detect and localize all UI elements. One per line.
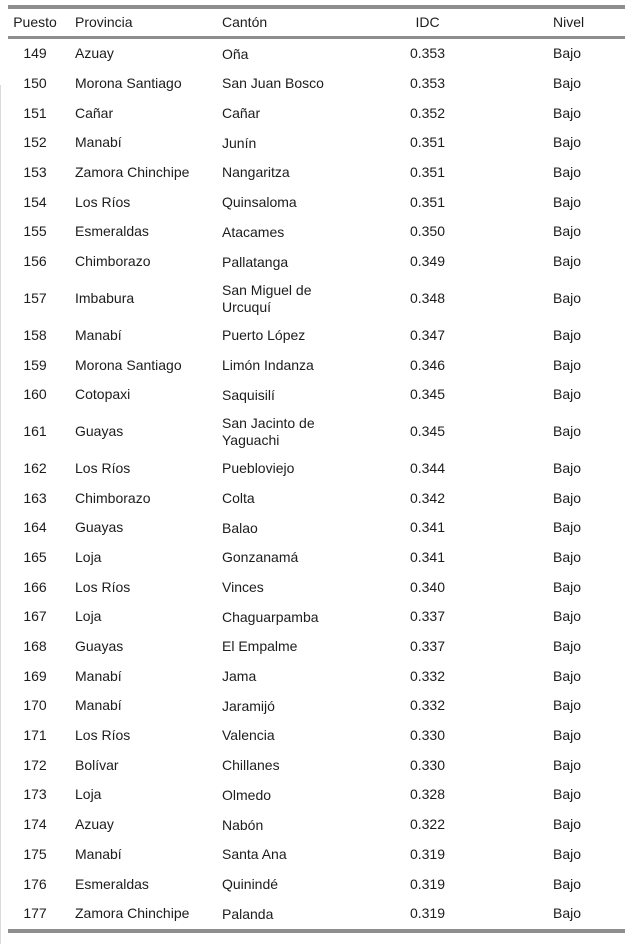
cell-puesto: 150 <box>23 75 47 92</box>
table-row <box>8 661 625 691</box>
cell-provincia: Morona Santiago <box>75 356 182 373</box>
table-header-row <box>8 9 625 39</box>
cell-nivel: Bajo <box>553 356 582 373</box>
cell-provincia: Esmeraldas <box>75 223 149 240</box>
cell-nivel: Bajo <box>553 326 582 343</box>
cell-idc: 0.345 <box>409 386 446 403</box>
table-row <box>8 69 625 99</box>
cell-idc: 0.351 <box>409 164 446 181</box>
cell-puesto: 166 <box>23 578 47 595</box>
cell-puesto: 160 <box>23 386 47 403</box>
cell-provincia: Los Ríos <box>75 578 131 595</box>
cell-idc: 0.341 <box>409 548 446 565</box>
cell-nivel: Bajo <box>553 756 582 773</box>
cell-provincia: Chimborazo <box>75 489 151 506</box>
cell-puesto: 149 <box>23 45 47 62</box>
cell-canton: San Jacinto de Yaguachi <box>222 414 315 448</box>
cell-canton: Nangaritza <box>222 164 290 181</box>
cell-nivel: Bajo <box>553 905 582 922</box>
cell-canton: Jaramijó <box>222 697 275 714</box>
cell-canton: Junín <box>222 134 257 151</box>
cell-provincia: Zamora Chinchipe <box>75 905 190 922</box>
cell-provincia: Manabí <box>75 697 122 714</box>
cell-nivel: Bajo <box>553 816 582 833</box>
table-row <box>8 350 625 380</box>
cell-canton: Santa Ana <box>222 846 287 863</box>
cell-idc: 0.344 <box>409 459 446 476</box>
cell-puesto: 167 <box>23 608 47 625</box>
cell-puesto: 161 <box>23 423 47 440</box>
cell-canton: Puerto López <box>222 327 306 344</box>
table-row <box>8 380 625 410</box>
cell-puesto: 173 <box>23 786 47 803</box>
cell-canton: Balao <box>222 519 258 536</box>
cell-nivel: Bajo <box>553 290 582 306</box>
cell-nivel: Bajo <box>553 459 582 476</box>
table-row <box>8 39 625 69</box>
cell-canton: Cañar <box>222 105 261 122</box>
cell-idc: 0.322 <box>409 816 446 833</box>
idc-ranking-table <box>8 5 625 933</box>
table-row <box>8 810 625 840</box>
column-header-provincia: Provincia <box>75 14 133 30</box>
cell-nivel: Bajo <box>553 134 582 151</box>
cell-puesto: 156 <box>23 253 47 270</box>
cell-nivel: Bajo <box>553 638 582 655</box>
cell-idc: 0.347 <box>409 326 446 343</box>
cell-canton: Puebloviejo <box>222 460 295 477</box>
cell-provincia: Morona Santiago <box>75 75 182 92</box>
cell-canton: Atacames <box>222 223 285 240</box>
cell-puesto: 168 <box>23 638 47 655</box>
cell-puesto: 154 <box>23 193 47 210</box>
cell-puesto: 162 <box>23 459 47 476</box>
cell-puesto: 175 <box>23 845 47 862</box>
cell-provincia: Zamora Chinchipe <box>75 164 190 181</box>
cell-idc: 0.340 <box>409 578 446 595</box>
cell-idc: 0.345 <box>409 423 446 440</box>
table-row <box>8 780 625 810</box>
cell-provincia: Cañar <box>75 104 114 121</box>
cell-provincia: Manabí <box>75 667 122 684</box>
cell-idc: 0.351 <box>409 134 446 151</box>
cell-idc: 0.348 <box>409 290 446 306</box>
cell-provincia: Manabí <box>75 845 122 862</box>
cell-idc: 0.337 <box>409 638 446 655</box>
cell-nivel: Bajo <box>553 104 582 121</box>
cell-nivel: Bajo <box>553 697 582 714</box>
cell-puesto: 172 <box>23 756 47 773</box>
table-row <box>8 247 625 277</box>
table-row <box>8 321 625 351</box>
cell-puesto: 170 <box>23 697 47 714</box>
table-row <box>8 750 625 780</box>
cell-puesto: 158 <box>23 326 47 343</box>
cell-provincia: Bolívar <box>75 756 119 773</box>
cell-idc: 0.319 <box>409 845 446 862</box>
cell-nivel: Bajo <box>553 45 582 62</box>
cell-puesto: 164 <box>23 519 47 536</box>
cell-canton: Quinindé <box>222 875 279 892</box>
cell-idc: 0.319 <box>409 905 446 922</box>
cell-nivel: Bajo <box>553 489 582 506</box>
cell-puesto: 165 <box>23 548 47 565</box>
cell-idc: 0.330 <box>409 756 446 773</box>
cell-nivel: Bajo <box>553 786 582 803</box>
cell-nivel: Bajo <box>553 423 582 440</box>
table-row <box>8 128 625 158</box>
cell-nivel: Bajo <box>553 875 582 892</box>
cell-provincia: Loja <box>75 608 102 625</box>
cell-canton: Jama <box>222 668 257 685</box>
column-header-idc: IDC <box>415 14 440 30</box>
cell-puesto: 155 <box>23 223 47 240</box>
table-row <box>8 513 625 543</box>
cell-provincia: Azuay <box>75 816 114 833</box>
cell-nivel: Bajo <box>553 667 582 684</box>
cell-nivel: Bajo <box>553 727 582 744</box>
cell-nivel: Bajo <box>553 75 582 92</box>
page-edge-line <box>0 85 1 944</box>
cell-provincia: Chimborazo <box>75 253 151 270</box>
cell-puesto: 159 <box>23 356 47 373</box>
cell-nivel: Bajo <box>553 578 582 595</box>
cell-idc: 0.330 <box>409 727 446 744</box>
cell-provincia: Imbabura <box>75 290 135 306</box>
cell-idc: 0.350 <box>409 223 446 240</box>
cell-idc: 0.346 <box>409 356 446 373</box>
table-body <box>8 39 625 929</box>
cell-nivel: Bajo <box>553 193 582 210</box>
table-row <box>8 572 625 602</box>
cell-canton: El Empalme <box>222 638 298 655</box>
cell-puesto: 157 <box>23 290 47 306</box>
cell-provincia: Loja <box>75 786 102 803</box>
table-row <box>8 483 625 513</box>
cell-idc: 0.351 <box>409 193 446 210</box>
table-row <box>8 632 625 662</box>
cell-canton: Gonzanamá <box>222 549 299 566</box>
cell-idc: 0.349 <box>409 253 446 270</box>
column-header-nivel: Nivel <box>553 14 585 30</box>
cell-canton: Limón Indanza <box>222 356 314 373</box>
cell-canton: Colta <box>222 489 255 506</box>
cell-provincia: Loja <box>75 548 102 565</box>
cell-nivel: Bajo <box>553 253 582 270</box>
cell-nivel: Bajo <box>553 386 582 403</box>
table-row <box>8 721 625 751</box>
table-row <box>8 840 625 870</box>
table-row <box>8 277 625 321</box>
cell-puesto: 174 <box>23 816 47 833</box>
cell-provincia: Los Ríos <box>75 193 131 210</box>
cell-provincia: Los Ríos <box>75 459 131 476</box>
cell-idc: 0.328 <box>409 786 446 803</box>
column-header-canton: Cantón <box>222 14 268 30</box>
cell-canton: Chillanes <box>222 757 280 774</box>
cell-idc: 0.337 <box>409 608 446 625</box>
cell-puesto: 153 <box>23 164 47 181</box>
table-row <box>8 899 625 929</box>
cell-provincia: Manabí <box>75 326 122 343</box>
cell-canton: Olmedo <box>222 786 272 803</box>
column-header-puesto: Puesto <box>13 14 57 30</box>
cell-puesto: 169 <box>23 667 47 684</box>
table-row <box>8 454 625 484</box>
cell-idc: 0.332 <box>409 697 446 714</box>
cell-puesto: 152 <box>23 134 47 151</box>
table-row <box>8 543 625 573</box>
cell-provincia: Manabí <box>75 134 122 151</box>
cell-provincia: Azuay <box>75 45 114 62</box>
table-row <box>8 602 625 632</box>
cell-provincia: Cotopaxi <box>75 386 131 403</box>
cell-puesto: 151 <box>23 104 47 121</box>
cell-nivel: Bajo <box>553 845 582 862</box>
cell-provincia: Guayas <box>75 519 124 536</box>
table-row <box>8 187 625 217</box>
cell-canton: Quinsaloma <box>222 194 297 211</box>
cell-puesto: 171 <box>23 727 47 744</box>
cell-provincia: Guayas <box>75 423 124 440</box>
table-row <box>8 217 625 247</box>
cell-puesto: 176 <box>23 875 47 892</box>
cell-nivel: Bajo <box>553 548 582 565</box>
cell-idc: 0.352 <box>409 104 446 121</box>
cell-nivel: Bajo <box>553 223 582 240</box>
table-row <box>8 98 625 128</box>
cell-canton: San Juan Bosco <box>222 75 324 92</box>
cell-idc: 0.342 <box>409 489 446 506</box>
cell-idc: 0.353 <box>409 75 446 92</box>
cell-idc: 0.319 <box>409 875 446 892</box>
table-row <box>8 869 625 899</box>
cell-canton: Vinces <box>222 579 264 596</box>
cell-canton: San Miguel de Urcuquí <box>222 281 312 315</box>
cell-nivel: Bajo <box>553 164 582 181</box>
cell-canton: Nabón <box>222 816 264 833</box>
cell-idc: 0.332 <box>409 667 446 684</box>
cell-canton: Palanda <box>222 905 274 922</box>
cell-idc: 0.353 <box>409 45 446 62</box>
cell-canton: Valencia <box>222 727 275 744</box>
cell-canton: Pallatanga <box>222 253 289 270</box>
cell-puesto: 163 <box>23 489 47 506</box>
cell-canton: Oña <box>222 45 249 62</box>
cell-nivel: Bajo <box>553 519 582 536</box>
cell-canton: Saquisilí <box>222 386 275 403</box>
cell-canton: Chaguarpamba <box>222 608 319 625</box>
cell-provincia: Los Ríos <box>75 727 131 744</box>
cell-idc: 0.341 <box>409 519 446 536</box>
cell-puesto: 177 <box>23 905 47 922</box>
cell-provincia: Esmeraldas <box>75 875 149 892</box>
cell-provincia: Guayas <box>75 638 124 655</box>
cell-nivel: Bajo <box>553 608 582 625</box>
table-row <box>8 158 625 188</box>
table-row <box>8 410 625 454</box>
table-row <box>8 691 625 721</box>
